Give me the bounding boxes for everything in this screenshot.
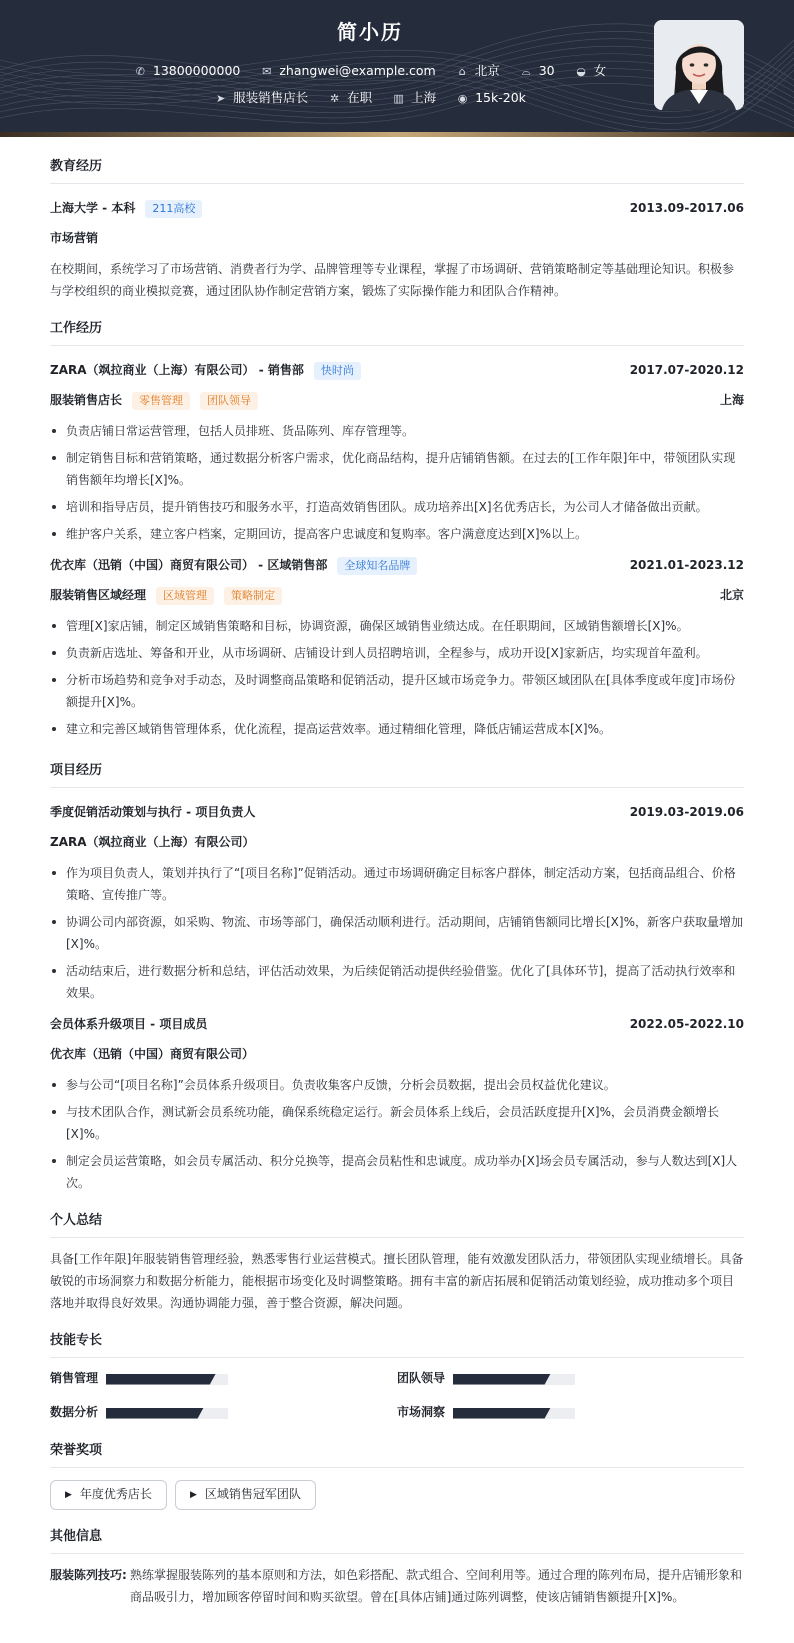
duty-item: 建立和完善区域销售管理体系，优化流程，提高运营效率。通过精细化管理，降低店铺运营成本[X]%。 bbox=[50, 718, 744, 740]
job-company-row bbox=[50, 551, 744, 581]
other-title: 其他信息 bbox=[50, 1520, 744, 1554]
job-position: 服装销售区域经理 bbox=[50, 588, 147, 603]
skill-item bbox=[50, 1396, 397, 1430]
project-details bbox=[50, 862, 744, 1004]
projects-section bbox=[50, 754, 744, 1194]
job-target-item bbox=[214, 88, 308, 108]
award-item bbox=[175, 1480, 316, 1510]
work-section bbox=[50, 312, 744, 740]
skill-item bbox=[50, 1362, 397, 1396]
duty-item: 管理[X]家店铺，制定区域销售策略和目标，协调资源，确保区域销售业绩达成。在任职期间，区域销售额增长[X]%。 bbox=[50, 615, 744, 637]
status-text: 在职 bbox=[347, 90, 373, 105]
awards-title: 荣誉奖项 bbox=[50, 1434, 744, 1468]
send-icon: ➤ bbox=[215, 92, 226, 105]
projects-title: 项目经历 bbox=[50, 754, 744, 788]
skill-item bbox=[397, 1396, 744, 1430]
skill-bar bbox=[106, 1408, 228, 1419]
target-city-text: 上海 bbox=[411, 90, 437, 105]
skill-bar bbox=[453, 1408, 575, 1419]
phone-text: 13800000000 bbox=[152, 63, 241, 78]
skill-bar bbox=[106, 1374, 228, 1385]
skill-tag: 策略制定 bbox=[224, 587, 282, 605]
play-icon: ▶ bbox=[65, 1489, 72, 1500]
job-intent-row bbox=[0, 88, 740, 108]
duty-item: 分析市场趋势和竞争对手动态，及时调整商品策略和促销活动，提升区域市场竞争力。带领区域团队在[具体季度或年度]市场份额提升[X]%。 bbox=[50, 669, 744, 713]
header-gold-divider bbox=[0, 132, 794, 137]
city-item bbox=[456, 61, 500, 81]
project-detail-item: 制定会员运营策略，如会员专属活动、积分兑换等，提高会员粘性和忠诚度。成功举办[X]场会员专属活动，参与人数达到[X]人次。 bbox=[50, 1150, 744, 1194]
company-tag: 全球知名品牌 bbox=[337, 557, 417, 575]
other-info-row bbox=[50, 1564, 744, 1608]
skill-bar-fill bbox=[453, 1408, 551, 1419]
skill-item bbox=[397, 1362, 744, 1396]
other-label: 服装陈列技巧: bbox=[50, 1568, 127, 1582]
project-entry bbox=[50, 798, 744, 1004]
job-position-row bbox=[50, 581, 744, 611]
project-company: ZARA（飒拉商业（上海）有限公司） bbox=[50, 835, 255, 850]
education-title: 教育经历 bbox=[50, 150, 744, 184]
project-entry bbox=[50, 1010, 744, 1194]
project-company-row bbox=[50, 828, 744, 858]
skill-label: 销售管理 bbox=[50, 1371, 99, 1386]
age-icon: ⌓ bbox=[521, 65, 531, 78]
summary-text: 具备[工作年限]年服装销售管理经验，熟悉零售行业运营模式。擅长团队管理，能有效激发团队活力，带领团队实现业绩增长。具备敏锐的市场洞察力和数据分析能力，能根据市场变化及时调整策略。拥有丰富的新店拓展和促销活动策划经验，成功推动多个项目落地并取得良好效果。沟通协调能力强，善于整合资源，解决问题。 bbox=[50, 1252, 744, 1310]
status-icon: ✲ bbox=[329, 92, 340, 105]
skill-tag: 零售管理 bbox=[132, 392, 190, 410]
salary-icon: ◉ bbox=[457, 92, 468, 105]
mail-icon: ✉ bbox=[262, 65, 272, 78]
contact-row bbox=[0, 61, 740, 81]
summary-section bbox=[50, 1204, 744, 1314]
job-company-row bbox=[50, 356, 744, 386]
project-period: 2019.03-2019.06 bbox=[629, 805, 744, 820]
age-text: 30 bbox=[538, 63, 555, 78]
job-duties bbox=[50, 420, 744, 545]
work-title: 工作经历 bbox=[50, 312, 744, 346]
education-period: 2013.09-2017.06 bbox=[629, 201, 744, 216]
job-location: 上海 bbox=[719, 393, 744, 408]
duty-item: 负责新店选址、筹备和开业，从市场调研、店铺设计到人员招聘培训，全程参与，成功开设[X]家新店，均实现首年盈利。 bbox=[50, 642, 744, 664]
project-detail-item: 参与公司“[项目名称]”会员体系升级项目。负责收集客户反馈，分析会员数据，提出会员权益优化建议。 bbox=[50, 1074, 744, 1096]
project-details bbox=[50, 1074, 744, 1194]
education-description: 在校期间，系统学习了市场营销、消费者行为学、品牌管理等专业课程，掌握了市场调研、营销策略制定等基础理论知识。积极参与学校组织的商业模拟竞赛，通过团队协作制定营销方案，锻炼了实际操作能力和团队合作精神。 bbox=[50, 262, 735, 298]
job-position-row bbox=[50, 386, 744, 416]
gender-icon: ◒ bbox=[576, 65, 586, 78]
job-company: ZARA（飒拉商业（上海）有限公司） - 销售部 bbox=[50, 363, 304, 378]
awards-list bbox=[50, 1478, 744, 1510]
skill-bar bbox=[453, 1374, 575, 1385]
job-period: 2017.07-2020.12 bbox=[629, 363, 744, 378]
job-period: 2021.01-2023.12 bbox=[629, 558, 744, 573]
job-entry bbox=[50, 551, 744, 740]
project-name-row bbox=[50, 1010, 744, 1040]
status-item bbox=[328, 88, 372, 108]
gender-text: 女 bbox=[593, 63, 607, 78]
skill-bar-fill bbox=[106, 1408, 204, 1419]
job-target-text: 服装销售店长 bbox=[233, 90, 309, 105]
skill-bar-fill bbox=[453, 1374, 551, 1385]
job-duties bbox=[50, 615, 744, 740]
major-row bbox=[50, 224, 744, 254]
skills-section bbox=[50, 1324, 744, 1430]
salary-text: 15k-20k bbox=[475, 90, 526, 105]
project-detail-item: 协调公司内部资源，如采购、物流、市场等部门，确保活动顺利进行。活动期间，店铺销售额同比增长[X]%，新客户获取量增加[X]%。 bbox=[50, 911, 744, 955]
email-text: zhangwei@example.com bbox=[279, 63, 436, 78]
education-row bbox=[50, 194, 744, 224]
email-item bbox=[260, 61, 435, 81]
phone-icon: ✆ bbox=[135, 65, 145, 78]
age-item bbox=[520, 61, 555, 81]
duty-item: 负责店铺日常运营管理，包括人员排班、货品陈列、库存管理等。 bbox=[50, 420, 744, 442]
project-company-row bbox=[50, 1040, 744, 1070]
project-company: 优衣库（迅销（中国）商贸有限公司） bbox=[50, 1047, 255, 1062]
profile-photo bbox=[654, 20, 744, 110]
skill-label: 数据分析 bbox=[50, 1405, 99, 1420]
duty-item: 培训和指导店员，提升销售技巧和服务水平，打造高效销售团队。成功培养出[X]名优秀店长，为公司人才储备做出贡献。 bbox=[50, 496, 744, 518]
target-city-item bbox=[392, 88, 436, 108]
project-detail-item: 作为项目负责人，策划并执行了“[项目名称]”促销活动。通过市场调研确定目标客户群体，制定活动方案，包括商品组合、价格策略、宣传推广等。 bbox=[50, 862, 744, 906]
city-text: 北京 bbox=[474, 63, 500, 78]
play-icon: ▶ bbox=[189, 1489, 197, 1500]
award-item bbox=[50, 1480, 167, 1510]
education-section bbox=[50, 150, 744, 302]
skill-bar-fill bbox=[106, 1374, 216, 1385]
project-detail-item: 活动结束后，进行数据分析和总结，评估活动效果，为后续促销活动提供经验借鉴。优化了[具体环节]，提高了活动执行效率和效果。 bbox=[50, 960, 744, 1004]
company-tag: 快时尚 bbox=[314, 362, 361, 380]
duty-item: 维护客户关系，建立客户档案，定期回访，提高客户忠诚度和复购率。客户满意度达到[X]%以上。 bbox=[50, 523, 744, 545]
job-position: 服装销售店长 bbox=[50, 393, 123, 408]
phone-item bbox=[134, 61, 240, 81]
skills-title: 技能专长 bbox=[50, 1324, 744, 1358]
other-text: 熟练掌握服装陈列的基本原则和方法，如色彩搭配、款式组合、空间利用等。通过合理的陈列布局，提升店铺形象和商品吸引力，增加顾客停留时间和购买欲望。曾在[具体店铺]通过陈列调整，使该店铺销售额提升[X]%。 bbox=[130, 1568, 743, 1604]
avatar-portrait bbox=[654, 20, 744, 110]
duty-item: 制定销售目标和营销策略，通过数据分析客户需求，优化商品结构，提升店铺销售额。在过去的[工作年限]年中，带领团队实现销售额年均增长[X]%。 bbox=[50, 447, 744, 491]
project-detail-item: 与技术团队合作，测试新会员系统功能，确保系统稳定运行。新会员体系上线后，会员活跃度提升[X]%，会员消费金额增长[X]%。 bbox=[50, 1101, 744, 1145]
skills-grid bbox=[50, 1362, 744, 1430]
other-section bbox=[50, 1520, 744, 1608]
building-icon: ▥ bbox=[393, 92, 404, 105]
major-name: 市场营销 bbox=[50, 231, 99, 246]
summary-title: 个人总结 bbox=[50, 1204, 744, 1238]
job-company: 优衣库（迅销（中国）商贸有限公司） - 区域销售部 bbox=[50, 558, 328, 573]
resume-body bbox=[50, 150, 744, 1608]
job-entry bbox=[50, 356, 744, 545]
skill-label: 团队领导 bbox=[397, 1371, 446, 1386]
project-name: 季度促销活动策划与执行 - 项目负责人 bbox=[50, 805, 256, 820]
salary-item bbox=[456, 88, 526, 108]
skill-tag: 区域管理 bbox=[156, 587, 214, 605]
candidate-name: 简小历 bbox=[337, 20, 403, 44]
project-name: 会员体系升级项目 - 项目成员 bbox=[50, 1017, 208, 1032]
school-tag: 211高校 bbox=[145, 200, 202, 218]
award-label: 年度优秀店长 bbox=[79, 1487, 152, 1502]
project-period: 2022.05-2022.10 bbox=[629, 1017, 744, 1032]
school-name: 上海大学 - 本科 bbox=[50, 201, 136, 216]
skill-tag: 团队领导 bbox=[200, 392, 258, 410]
skill-label: 市场洞察 bbox=[397, 1405, 446, 1420]
award-label: 区域销售冠军团队 bbox=[204, 1487, 301, 1502]
resume-header bbox=[0, 0, 794, 137]
job-location: 北京 bbox=[719, 588, 744, 603]
awards-section bbox=[50, 1434, 744, 1510]
project-name-row bbox=[50, 798, 744, 828]
gender-item bbox=[575, 61, 607, 81]
home-icon: ⌂ bbox=[458, 65, 466, 78]
